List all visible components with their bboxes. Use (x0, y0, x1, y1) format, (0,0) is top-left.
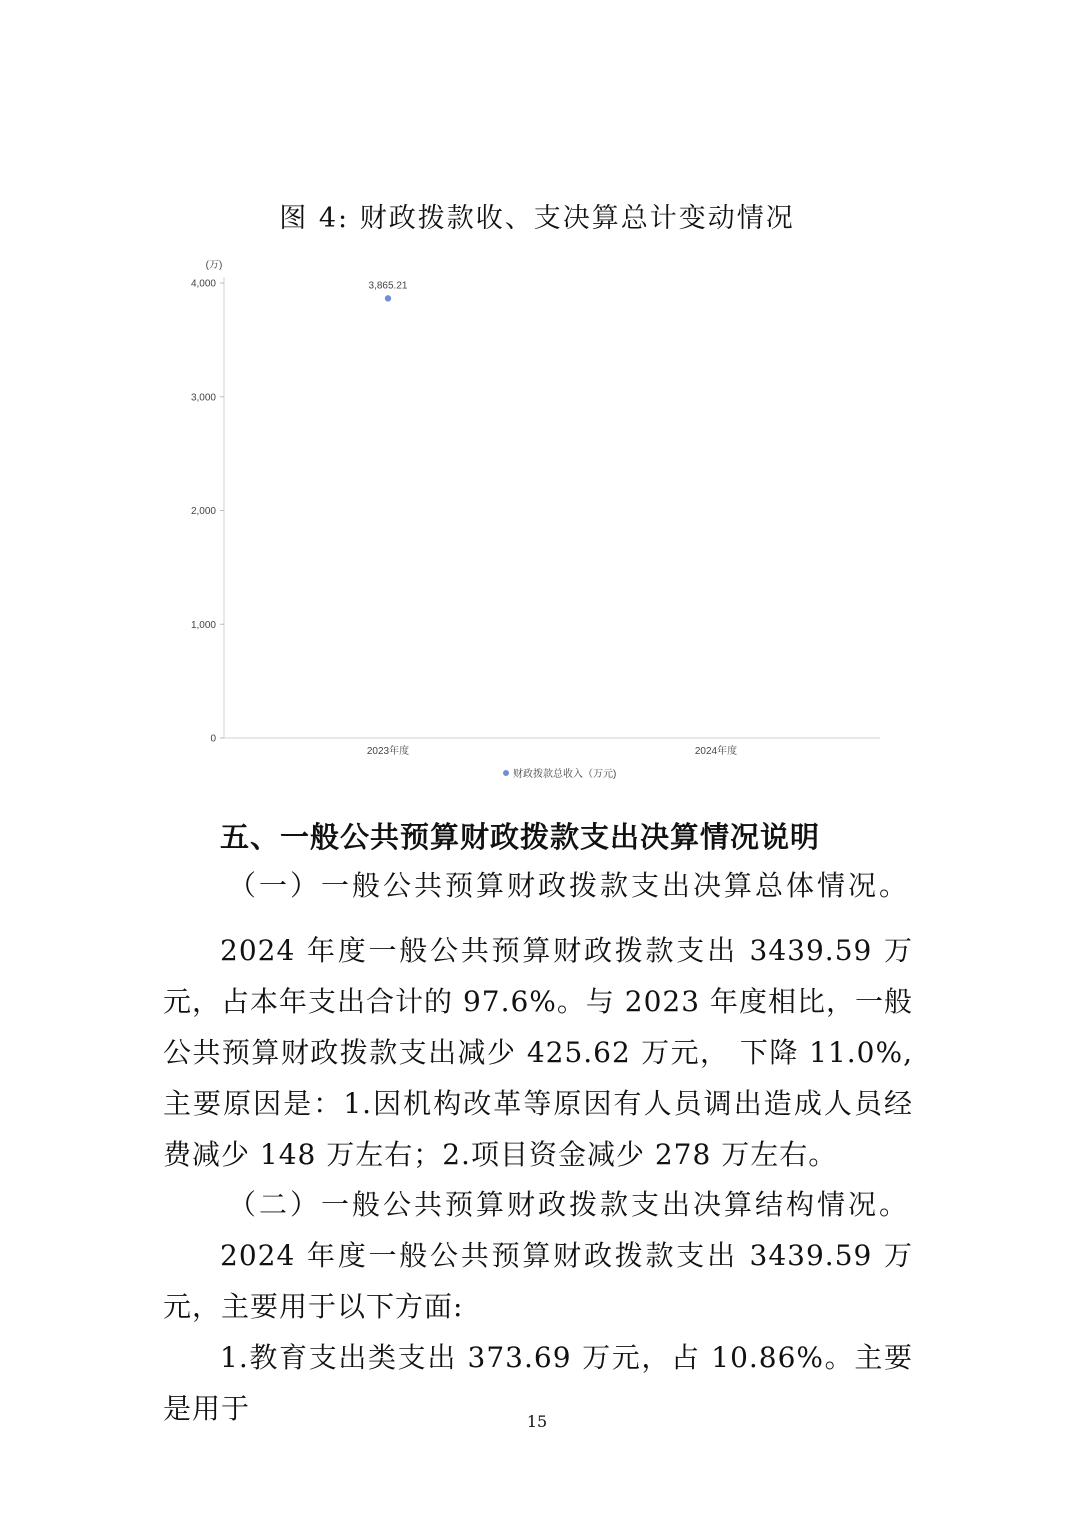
line-chart (160, 250, 900, 790)
y-unit-label: (万) (205, 260, 223, 271)
subsection-heading-1: （一）一般公共预算财政拨款支出决算总体情况。 (228, 869, 911, 902)
y-tick-label: 2,000 (190, 506, 216, 517)
y-tick-label: 4,000 (190, 278, 216, 290)
paragraph-3: 1.教育支出类支出 373.69 万元，占 10.86%。主要是用于 (163, 1341, 913, 1425)
data-point (385, 295, 391, 301)
paragraph-1: 2024 年度一般公共预算财政拨款支出 3439.59 万元，占本年支出合计的 97.6%。与 2023 年度相比，一般公共预算财政拨款支出减少 425.62 万元， 下降 11.0%,主要原因是：1.因机构改革等原因有人员调出造成人员经费减少 148 万左右；2.项目资金减少 278 万左右。 (163, 934, 913, 1171)
x-tick-label: 2023年度 (366, 746, 410, 757)
paragraph-2: 2024 年度一般公共预算财政拨款支出 3439.59 万元，主要用于以下方面: (163, 1239, 913, 1323)
legend-marker (503, 770, 509, 776)
figure-title: 图 4: 财政拨款收、支决算总计变动情况 (279, 203, 795, 234)
x-tick-label: 2024年度 (694, 746, 738, 757)
page-number: 15 (526, 1412, 548, 1431)
legend-label: 财政拨款总收入（万元) (513, 769, 617, 780)
subsection-heading-2: （二）一般公共预算财政拨款支出决算结构情况。 (228, 1188, 911, 1221)
y-tick-label: 1,000 (190, 619, 216, 631)
y-tick-label: 0 (210, 733, 216, 745)
data-label: 3,865.21 (368, 280, 408, 292)
y-tick-label: 3,000 (190, 392, 216, 404)
section-heading: 五、一般公共预算财政拨款支出决算情况说明 (220, 820, 821, 854)
